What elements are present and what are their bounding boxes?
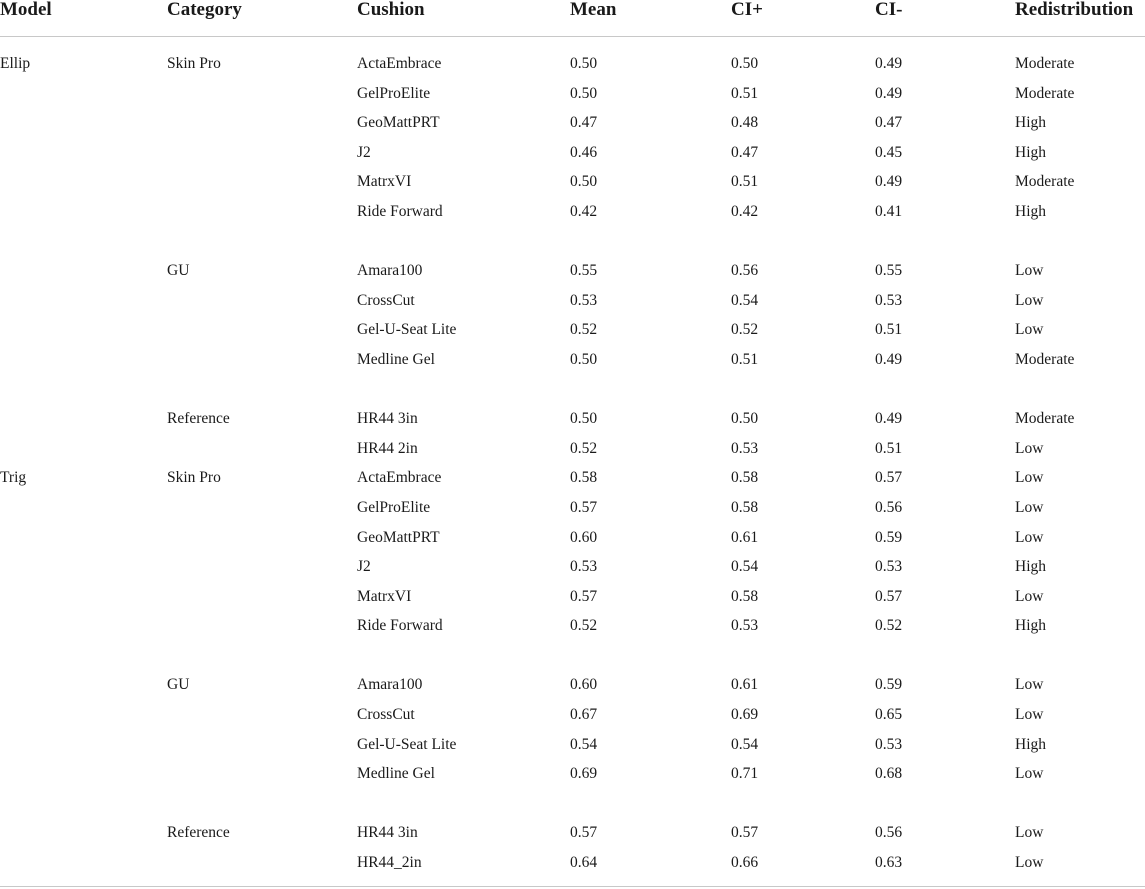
header-mean: Mean — [570, 0, 617, 20]
cell-ci-minus: 0.57 — [875, 587, 903, 605]
cell-mean: 0.50 — [570, 350, 598, 368]
cell-ci-plus: 0.54 — [731, 558, 759, 576]
table-row — [0, 570, 1145, 605]
cell-cushion: Ride Forward — [357, 617, 443, 635]
cell-cushion: HR44 2in — [357, 439, 418, 457]
header-redistribution: Redistribution — [1015, 0, 1134, 20]
header-category: Category — [167, 0, 242, 20]
cell-redistribution: Low — [1015, 291, 1044, 309]
cell-redistribution: High — [1015, 143, 1046, 161]
cell-mean: 0.52 — [570, 439, 598, 457]
cell-cushion: J2 — [357, 558, 371, 576]
cell-ci-plus: 0.58 — [731, 469, 759, 487]
cell-cushion: MatrxVI — [357, 587, 412, 605]
cell-category: Reference — [167, 410, 230, 428]
table-bottom-rule — [0, 886, 1145, 887]
cell-ci-plus: 0.69 — [731, 706, 759, 724]
cell-ci-minus: 0.56 — [875, 824, 903, 842]
header-cushion: Cushion — [357, 0, 425, 20]
table-row — [0, 37, 1145, 72]
cell-mean: 0.64 — [570, 854, 598, 872]
cell-redistribution: High — [1015, 617, 1046, 635]
cell-cushion: HR44 3in — [357, 824, 418, 842]
cell-cushion: HR44 3in — [357, 410, 418, 428]
cell-cushion: Medline Gel — [357, 350, 435, 368]
cell-redistribution: Moderate — [1015, 350, 1075, 368]
table-header-row — [0, 0, 1145, 37]
cell-ci-plus: 0.58 — [731, 498, 759, 516]
cell-ci-minus: 0.49 — [875, 173, 903, 191]
cell-mean: 0.52 — [570, 321, 598, 339]
cell-ci-minus: 0.49 — [875, 350, 903, 368]
table-row — [0, 599, 1145, 635]
cell-ci-plus: 0.61 — [731, 676, 759, 694]
cell-ci-minus: 0.56 — [875, 498, 903, 516]
cell-ci-plus: 0.42 — [731, 202, 759, 220]
cell-ci-plus: 0.61 — [731, 528, 759, 546]
cell-redistribution: Low — [1015, 262, 1044, 280]
cell-ci-minus: 0.68 — [875, 765, 903, 783]
cell-ci-plus: 0.58 — [731, 587, 759, 605]
cell-redistribution: High — [1015, 202, 1046, 220]
cell-ci-minus: 0.52 — [875, 617, 903, 635]
cell-cushion: HR44_2in — [357, 854, 422, 872]
cell-mean: 0.57 — [570, 498, 598, 516]
cell-mean: 0.42 — [570, 202, 598, 220]
cell-ci-minus: 0.53 — [875, 735, 903, 753]
cell-mean: 0.46 — [570, 143, 598, 161]
cell-mean: 0.67 — [570, 706, 598, 724]
cell-cushion: CrossCut — [357, 291, 415, 309]
cell-ci-plus: 0.51 — [731, 173, 759, 191]
cell-cushion: J2 — [357, 143, 371, 161]
cell-ci-minus: 0.51 — [875, 439, 903, 457]
cell-ci-plus: 0.53 — [731, 617, 759, 635]
cell-ci-minus: 0.41 — [875, 202, 903, 220]
table-row — [0, 718, 1145, 753]
table-row — [0, 244, 1145, 280]
table-row — [0, 836, 1145, 872]
cell-redistribution: High — [1015, 114, 1046, 132]
cell-redistribution: High — [1015, 558, 1046, 576]
cell-ci-plus: 0.51 — [731, 350, 759, 368]
cell-ci-minus: 0.65 — [875, 706, 903, 724]
cell-ci-minus: 0.53 — [875, 291, 903, 309]
cell-redistribution: Moderate — [1015, 84, 1075, 102]
cell-cushion: Ride Forward — [357, 202, 443, 220]
cell-ci-plus: 0.53 — [731, 439, 759, 457]
cell-cushion: Gel-U-Seat Lite — [357, 735, 457, 753]
header-ci-minus: CI- — [875, 0, 903, 20]
cell-redistribution: Low — [1015, 706, 1044, 724]
cell-cushion: GelProElite — [357, 498, 431, 516]
cell-mean: 0.50 — [570, 410, 598, 428]
cell-mean: 0.52 — [570, 617, 598, 635]
table-row — [0, 511, 1145, 546]
table-row — [0, 540, 1145, 576]
cell-redistribution: Low — [1015, 765, 1044, 783]
cell-cushion: Medline Gel — [357, 765, 435, 783]
table-body — [0, 37, 1145, 872]
cell-ci-plus: 0.57 — [731, 824, 759, 842]
cell-mean: 0.57 — [570, 824, 598, 842]
cell-mean: 0.53 — [570, 558, 598, 576]
cell-category: Reference — [167, 824, 230, 842]
cell-cushion: Amara100 — [357, 676, 423, 694]
cell-mean: 0.50 — [570, 55, 598, 72]
cell-ci-plus: 0.48 — [731, 114, 759, 132]
table-row — [0, 303, 1145, 339]
cell-mean: 0.47 — [570, 114, 598, 132]
cell-cushion: GeoMattPRT — [357, 114, 440, 132]
cell-mean: 0.69 — [570, 765, 598, 783]
cell-redistribution: Moderate — [1015, 173, 1075, 191]
cell-cushion: GeoMattPRT — [357, 528, 440, 546]
table-row — [0, 747, 1145, 783]
table-row — [0, 96, 1145, 132]
cell-ci-plus: 0.56 — [731, 262, 759, 280]
cell-ci-plus: 0.66 — [731, 854, 759, 872]
cell-ci-minus: 0.55 — [875, 262, 903, 280]
cell-redistribution: Low — [1015, 439, 1044, 457]
cell-mean: 0.60 — [570, 676, 598, 694]
table-row — [0, 806, 1145, 842]
cell-redistribution: Low — [1015, 854, 1044, 872]
cell-redistribution: Low — [1015, 824, 1044, 842]
cell-ci-minus: 0.45 — [875, 143, 903, 161]
cell-ci-plus: 0.54 — [731, 735, 759, 753]
table-row — [0, 333, 1145, 368]
cell-ci-minus: 0.59 — [875, 528, 903, 546]
cell-category: GU — [167, 676, 190, 694]
cell-ci-plus: 0.50 — [731, 410, 759, 428]
cell-ci-minus: 0.63 — [875, 854, 903, 872]
cell-ci-minus: 0.57 — [875, 469, 903, 487]
table-row — [0, 126, 1145, 161]
cell-mean: 0.53 — [570, 291, 598, 309]
cell-redistribution: Moderate — [1015, 410, 1075, 428]
table-row — [0, 392, 1145, 428]
cell-ci-minus: 0.51 — [875, 321, 903, 339]
cell-redistribution: High — [1015, 735, 1046, 753]
cell-cushion: GelProElite — [357, 84, 431, 102]
header-model: Model — [0, 0, 52, 20]
table-row — [0, 658, 1145, 694]
table-row — [0, 422, 1145, 457]
cell-category: Skin Pro — [167, 55, 221, 72]
cell-cushion: CrossCut — [357, 706, 415, 724]
cell-ci-minus: 0.47 — [875, 114, 903, 132]
cell-redistribution: Moderate — [1015, 55, 1075, 72]
cell-cushion: ActaEmbrace — [357, 55, 442, 72]
cell-category: GU — [167, 262, 190, 280]
header-ci-plus: CI+ — [731, 0, 763, 20]
cell-ci-plus: 0.50 — [731, 55, 759, 72]
cell-mean: 0.60 — [570, 528, 598, 546]
cell-mean: 0.54 — [570, 735, 598, 753]
table-row — [0, 481, 1145, 516]
cell-cushion: Amara100 — [357, 262, 423, 280]
cell-redistribution: Low — [1015, 321, 1044, 339]
cell-ci-plus: 0.71 — [731, 765, 759, 783]
cell-ci-plus: 0.47 — [731, 143, 759, 161]
cell-model: Ellip — [0, 55, 31, 72]
cell-ci-plus: 0.52 — [731, 321, 759, 339]
table-row — [0, 451, 1145, 487]
table-row — [0, 274, 1145, 309]
cell-ci-minus: 0.49 — [875, 84, 903, 102]
cell-ci-minus: 0.53 — [875, 558, 903, 576]
table-row — [0, 67, 1145, 102]
cell-cushion: MatrxVI — [357, 173, 412, 191]
cell-cushion: Gel-U-Seat Lite — [357, 321, 457, 339]
cell-ci-plus: 0.54 — [731, 291, 759, 309]
cell-redistribution: Low — [1015, 469, 1044, 487]
cell-mean: 0.55 — [570, 262, 598, 280]
cell-category: Skin Pro — [167, 469, 221, 487]
cell-ci-minus: 0.49 — [875, 410, 903, 428]
cell-cushion: ActaEmbrace — [357, 469, 442, 487]
cell-ci-minus: 0.59 — [875, 676, 903, 694]
table-row — [0, 185, 1145, 220]
cell-ci-plus: 0.51 — [731, 84, 759, 102]
table-row — [0, 688, 1145, 724]
cell-mean: 0.50 — [570, 173, 598, 191]
table-row — [0, 155, 1145, 191]
cell-mean: 0.57 — [570, 587, 598, 605]
cell-redistribution: Low — [1015, 528, 1044, 546]
cell-redistribution: Low — [1015, 498, 1044, 516]
cell-ci-minus: 0.49 — [875, 55, 903, 72]
cell-redistribution: Low — [1015, 587, 1044, 605]
cell-redistribution: Low — [1015, 676, 1044, 694]
cell-mean: 0.50 — [570, 84, 598, 102]
cell-mean: 0.58 — [570, 469, 598, 487]
cell-model: Trig — [0, 469, 27, 487]
